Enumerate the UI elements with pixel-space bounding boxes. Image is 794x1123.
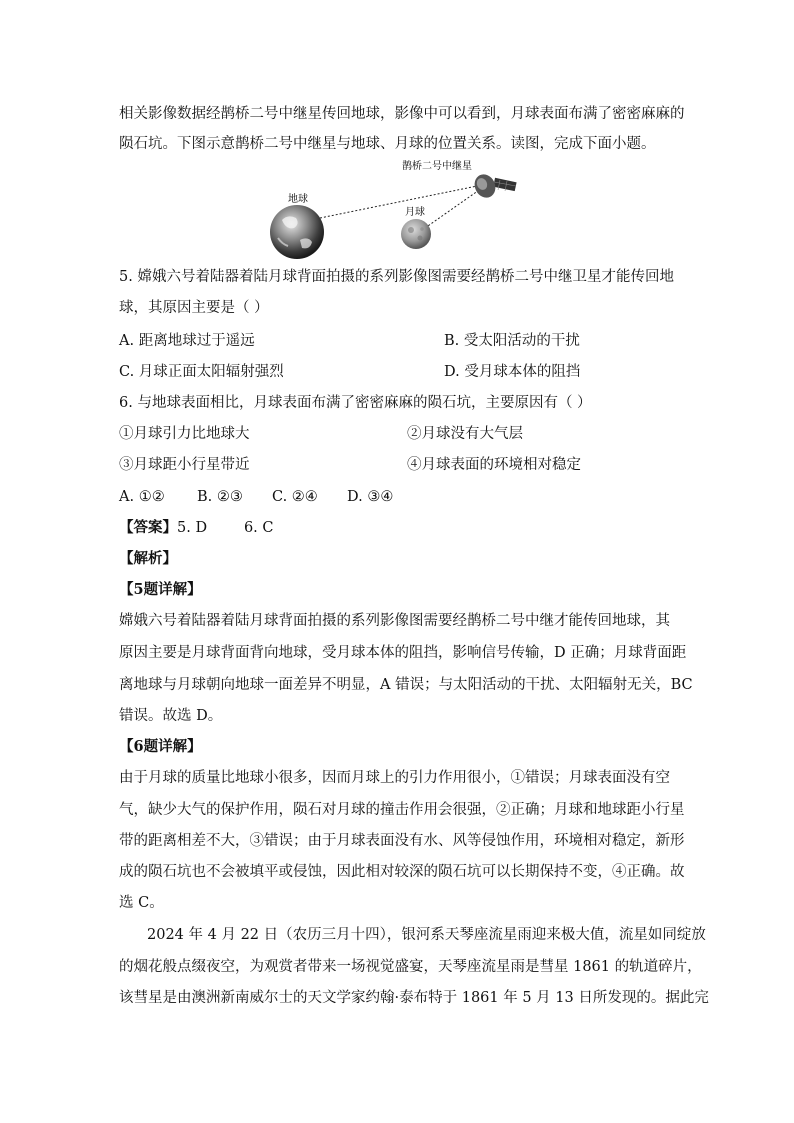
d6-line-5: 选 C。 xyxy=(119,895,164,911)
q6-choice-a[interactable]: A. ①② xyxy=(119,489,165,505)
d5-line-4: 错误。故选 D。 xyxy=(119,708,223,724)
q6-item-4: ④月球表面的环境相对稳定 xyxy=(407,457,581,473)
moon-label: 月球 xyxy=(405,207,425,218)
relay-diagram xyxy=(260,150,530,262)
answer-label: 【答案】 xyxy=(119,519,177,536)
next-line-3: 该彗星是由澳洲新南威尔士的天文学家约翰·泰布特于 1861 年 5 月 13 日所发现的。据此完 xyxy=(119,990,709,1006)
q6-choice-c[interactable]: C. ②④ xyxy=(272,489,318,505)
analysis-label: 【解析】 xyxy=(119,550,177,567)
d6-line-4: 成的陨石坑也不会被填平或侵蚀，因此相对较深的陨石坑可以长期保持不变，④正确。故 xyxy=(119,864,685,880)
q6-item-3: ③月球距小行星带近 xyxy=(119,457,250,473)
intro-line-2: 陨石坑。下图示意鹊桥二号中继星与地球、月球的位置关系。读图，完成下面小题。 xyxy=(119,136,656,152)
satellite-icon xyxy=(471,171,517,201)
q5-option-a[interactable]: A. 距离地球过于遥远 xyxy=(119,333,255,349)
d5-line-2: 原因主要是月球背面背向地球，受月球本体的阻挡，影响信号传输，D 正确；月球背面距 xyxy=(119,645,687,661)
q5-stem-line-2: 球，其原因主要是（ ） xyxy=(119,300,269,316)
q5-stem-line-1: 5. 嫦娥六号着陆器着陆月球背面拍摄的系列影像图需要经鹊桥二号中继卫星才能传回地 xyxy=(119,269,674,285)
answer-text: 5. D 6. C xyxy=(177,520,274,536)
intro-line-1: 相关影像数据经鹊桥二号中继星传回地球，影像中可以看到，月球表面布满了密密麻麻的 xyxy=(119,106,685,122)
d6-title: 【6题详解】 xyxy=(119,738,202,755)
d5-line-1: 嫦娥六号着陆器着陆月球背面拍摄的系列影像图需要经鹊桥二号中继才能传回地球，其 xyxy=(119,613,670,629)
d5-title: 【5题详解】 xyxy=(119,581,202,598)
d6-line-2: 气，缺少大气的保护作用，陨石对月球的撞击作用会很强，②正确；月球和地球距小行星 xyxy=(119,802,685,818)
earth-label: 地球 xyxy=(288,194,308,205)
earth-icon xyxy=(270,205,324,259)
q5-option-c[interactable]: C. 月球正面太阳辐射强烈 xyxy=(119,364,284,380)
d6-line-1: 由于月球的质量比地球小很多，因而月球上的引力作用很小，①错误；月球表面没有空 xyxy=(119,770,670,786)
q5-option-b[interactable]: B. 受太阳活动的干扰 xyxy=(444,333,580,349)
d6-line-3: 带的距离相差不大，③错误；由于月球表面没有水、风等侵蚀作用，环境相对稳定，新形 xyxy=(119,833,685,849)
relay-diagram-svg xyxy=(260,150,530,262)
next-line-1: 2024 年 4 月 22 日（农历三月十四），银河系天琴座流星雨迎来极大值，流星如同绽放 xyxy=(147,927,706,943)
answer-row xyxy=(119,518,273,538)
q6-choice-d[interactable]: D. ③④ xyxy=(347,489,394,505)
moon-icon xyxy=(401,219,431,249)
q5-option-d[interactable]: D. 受月球本体的阻挡 xyxy=(444,364,581,380)
q6-item-2: ②月球没有大气层 xyxy=(407,426,523,442)
next-line-2: 的烟花般点缀夜空，为观赏者带来一场视觉盛宴，天琴座流星雨是彗星 1861 的轨道碎片， xyxy=(119,959,702,975)
d5-line-3: 离地球与月球朝向地球一面差异不明显，A 错误；与太阳活动的干扰、太阳辐射无关，BC xyxy=(119,677,693,693)
q6-item-1: ①月球引力比地球大 xyxy=(119,426,250,442)
moon-relay-line xyxy=(425,188,482,228)
relay-label: 鹊桥二号中继星 xyxy=(402,161,472,172)
q6-stem: 6. 与地球表面相比，月球表面布满了密密麻麻的陨石坑，主要原因有（ ） xyxy=(119,395,592,411)
earth-relay-line xyxy=(320,185,482,218)
q6-choice-b[interactable]: B. ②③ xyxy=(197,489,243,505)
